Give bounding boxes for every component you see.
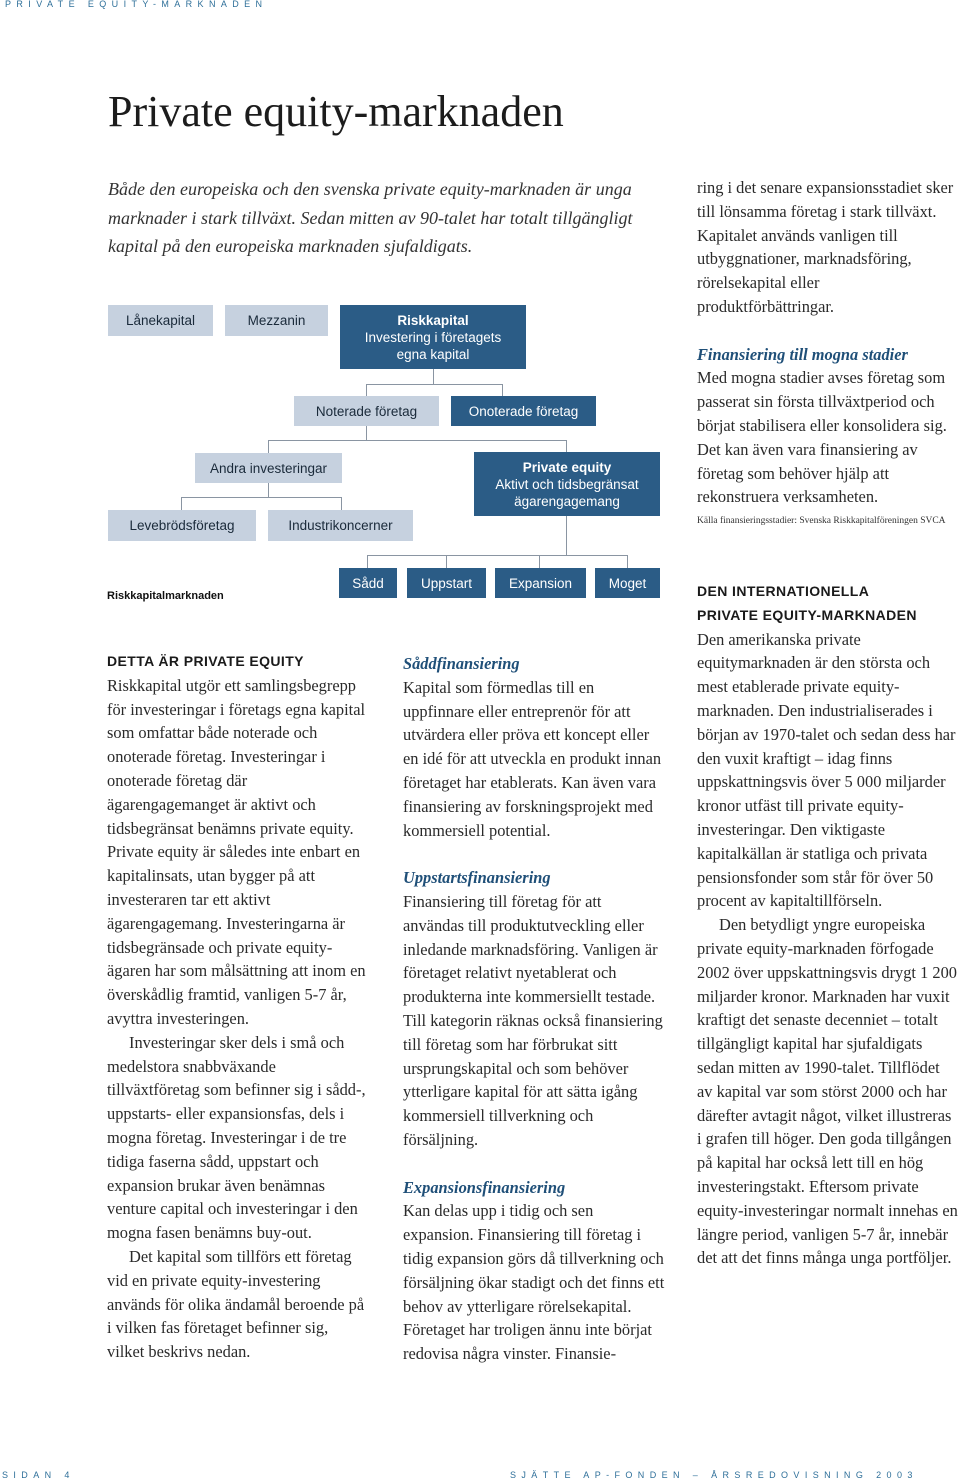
- paragraph: Finansiering till företag för att användas till produktutveckling eller inledande marknadsföring. Vanligen är företaget relativt nyetablerat och produkterna inte kommersiellt testade. Till kategorin räknas också finansiering till företag som har förbrukat sitt ursprungskapital och som behöver ytterligare kapital för att sätta igång kommersiell tillverkning och försäljning.: [403, 891, 663, 1149]
- diagram-caption: Riskkapitalmarknaden: [107, 590, 224, 602]
- connector: [268, 483, 269, 498]
- connector: [566, 516, 567, 555]
- box-heading: Riskkapital: [397, 312, 469, 328]
- subheading-uppstart: Uppstartsfinansiering: [403, 868, 551, 888]
- box-label: Sådd: [352, 575, 384, 591]
- subheading-sadd: Såddfinansiering: [403, 654, 520, 673]
- paragraph: Det kapital som tillförs ett företag vid en private equity-investering används för olika ändamål beroende på i vilken fas företaget befinner sig, vilket beskrivs nedan.: [107, 1246, 365, 1362]
- box-sub: Investering i företagets egna kapital: [364, 329, 502, 362]
- box-noterade: [294, 396, 439, 426]
- paragraph: ring i det senare expansionsstadiet sker till lönsamma företag i stark tillväxt. Kapitalet används vanligen till utbyggnationer, marknadsföring, rörelsekapital eller produktförbättringar.: [697, 178, 954, 316]
- connector: [433, 369, 434, 385]
- connector: [268, 440, 269, 454]
- box-sadd: [339, 568, 397, 598]
- intro-text: Både den europeiska och den svenska private equity-marknaden är unga marknader i stark tillväxt. Sedan mitten av 90-talet har totalt tillgängligt kapital på den europeiska marknaden sjufaldigats.: [108, 179, 633, 256]
- box-lanekapital: [108, 305, 213, 336]
- box-andra-investeringar: [195, 453, 342, 483]
- box-industrikoncerner: [268, 510, 413, 541]
- connector: [366, 384, 503, 385]
- box-sub: Aktivt och tidsbegränsat ägarengagemang: [495, 476, 639, 509]
- box-expansion: [495, 568, 586, 598]
- connector: [341, 497, 342, 510]
- box-mezzanin: [225, 305, 328, 336]
- box-levebrodsforetag: [108, 510, 256, 541]
- connector: [627, 555, 628, 568]
- section-heading: PRIVATE EQUITY-MARKNADEN: [697, 606, 917, 623]
- box-label: Moget: [608, 575, 647, 591]
- connector: [181, 497, 182, 510]
- connector: [446, 555, 447, 568]
- paragraph: Med mogna stadier avses företag som passerat sin första tillväxtperiod och börjat stabilisera eller konsolidera sig. Det kan även vara finansiering av företag som behöver hjälp att rekonstruera verksamheten.: [697, 368, 947, 507]
- connector: [566, 440, 567, 452]
- box-label: Industrikoncerner: [288, 518, 393, 533]
- connector: [366, 384, 367, 396]
- page-title: Private equity-marknaden: [108, 87, 564, 136]
- box-heading: Private equity: [522, 459, 612, 475]
- box-label: Onoterade företag: [468, 403, 579, 419]
- right-column-bottom: [697, 580, 959, 1270]
- subheading-mogna: Finansiering till mogna stadier: [697, 344, 908, 364]
- box-label: Lånekapital: [125, 313, 196, 328]
- middle-column: [403, 652, 665, 1366]
- box-private-equity: [474, 452, 660, 516]
- paragraph: Riskkapital utgör ett samlingsbegrepp för investeringar i företags egna kapital som omfattar både noterade och onoterade företag. Investeringar i onoterade företag där ägarengagemanget är aktivt och tidsbegränsat benämns private equity. Private equity är således inte enbart en kapitalinsats, utan bygger på att investeraren tar ett aktivt ägarengagemang. Investeringarna är tidsbegränsade och private equity-ägaren har som målsättning att inom en överskådlig framtid, vanligen 5-7 år, avyttra investeringen.: [107, 675, 366, 1028]
- left-column: [107, 650, 369, 1364]
- connector: [502, 384, 503, 396]
- paragraph: Kapital som förmedlas till en uppfinnare eller entreprenör för att utvärdera eller pröva ett koncept eller en idé för att utveckla en produkt innan företaget har etablerats. Kan även vara finansiering av forskningsprojekt med kommersiell potential.: [403, 677, 662, 840]
- box-onoterade: [451, 396, 596, 426]
- box-label: Mezzanin: [247, 313, 306, 328]
- connector: [367, 555, 368, 568]
- paragraph: Kan delas upp i tidig och sen expansion. Finansiering till företag i tidig expansion görs då tillverkning och försäljning ökar stadigt och det finns ett behov av ytterligare rörelsekapital. Företaget har troligen ännu inte börjat redovisa några vinster. Finansie-: [403, 1201, 665, 1364]
- connector: [539, 555, 540, 568]
- box-label: Andra investeringar: [209, 460, 328, 476]
- source-note: Källa finansieringsstadier: Svenska Riskkapitalföreningen SVCA: [697, 516, 946, 526]
- connector: [268, 440, 567, 441]
- page-number: SIDAN 4: [2, 1470, 75, 1480]
- box-riskkapital: [340, 305, 526, 369]
- section-heading: DETTA ÄR PRIVATE EQUITY: [107, 653, 304, 669]
- right-column-top: [697, 176, 959, 509]
- box-label: Expansion: [508, 575, 573, 591]
- running-header: PRIVATE EQUITY-MARKNADEN: [5, 0, 268, 9]
- connector: [366, 426, 367, 441]
- connector: [181, 497, 342, 498]
- footer-publication: SJÄTTE AP-FONDEN – ÅRSREDOVISNING 2003: [510, 1470, 918, 1480]
- subheading-expansion: Expansionsfinansiering: [403, 1177, 566, 1197]
- paragraph: Investeringar sker dels i små och medelstora snabbväxande tillväxtföretag som befinner sig i sådd-, uppstarts- eller expansionsfas, dels i mogna företag. Investeringar i de tre tidiga faserna sådd, uppstart och expansion brukar även benämnas venture capital och investeringar i den mogna fasen benämns buy-out.: [107, 1032, 366, 1243]
- paragraph: Den betydligt yngre europeiska private equity-marknaden förfogade 2002 över uppskattningsvis drygt 1 200 miljarder kronor. Marknaden har vuxit kraftigt det senaste decenniet – totalt tillgängligt kapital har sjufaldigats sedan mitten av 1990-talet. Tillflödet av kapital var som störst 2000 och har därefter avtagit något, vilket illustreras i grafen till höger. Den goda tillgången på kapital har också lett till en hög investeringstakt. Eftersom private equity-investeringar normalt innehas en längre period, vanligen 5-7 år, innebär det att det finns många unga portföljer.: [697, 915, 958, 1268]
- connector: [367, 555, 628, 556]
- box-label: Noterade företag: [315, 403, 418, 419]
- box-label: Uppstart: [420, 575, 473, 591]
- box-label: Levebrödsföretag: [129, 518, 235, 533]
- box-moget: [595, 568, 660, 598]
- section-heading: DEN INTERNATIONELLA: [697, 583, 870, 599]
- box-uppstart: [407, 568, 486, 598]
- paragraph: Den amerikanska private equitymarknaden är den största och mest etablerade private equity-marknaden. Den industrialiserades i början av 1970-talet och sedan dess har den vuxit kraftigt – idag finns uppskattningsvis över 5 000 miljarder kronor utfäst till private equity-investeringar. Den viktigaste kapitalkällan är statliga och privata pensionsfonder som står för över 50 procent av kapitaltillförseln.: [697, 629, 956, 911]
